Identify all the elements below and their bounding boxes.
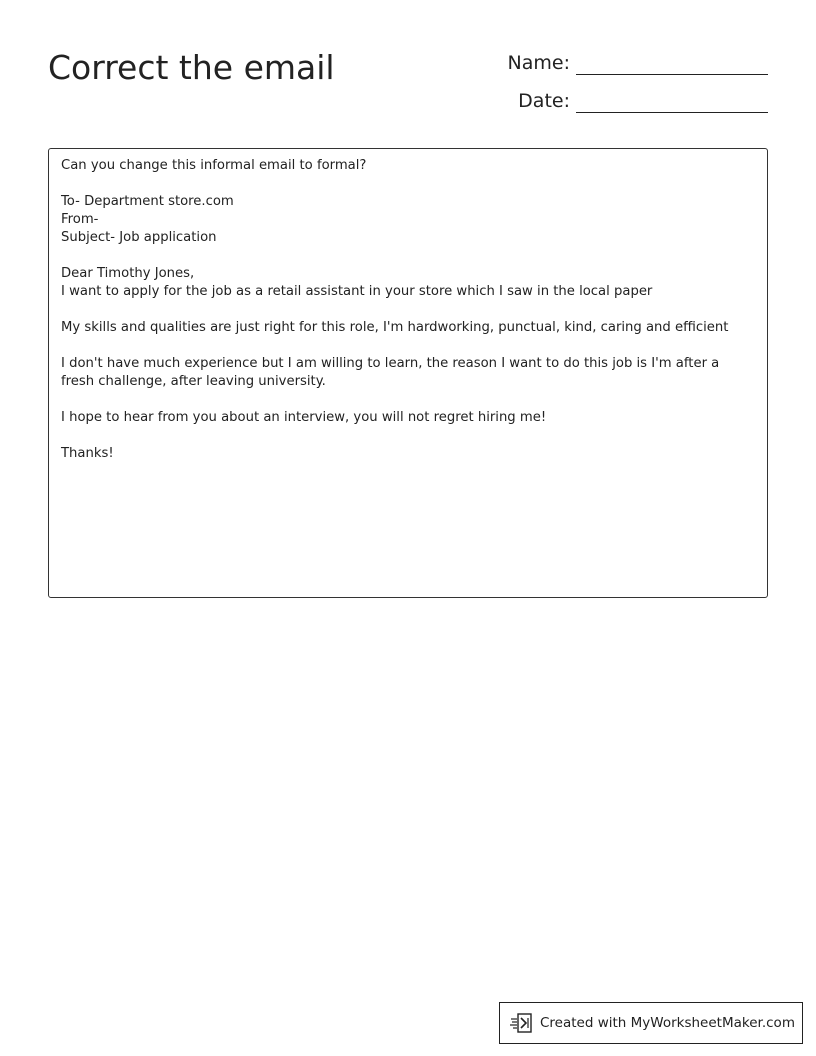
email-to: To- Department store.com xyxy=(61,194,234,209)
email-paragraph-2: My skills and qualities are just right for this role, I'm hardworking, punctual, kind, caring and efficient xyxy=(61,320,729,335)
spacer xyxy=(61,301,755,319)
name-field xyxy=(500,50,768,76)
spacer xyxy=(61,175,755,193)
email-from: From- xyxy=(61,212,99,227)
email-paragraph-3: I don't have much experience but I am willing to learn, the reason I want to do this job is I'm after a fresh challenge, after leaving university. xyxy=(61,356,720,389)
spacer xyxy=(61,337,755,355)
footer-credit-badge xyxy=(499,1002,803,1044)
email-paragraph-4: I hope to hear from you about an interview, you will not regret hiring me! xyxy=(61,410,547,425)
instruction-text: Can you change this informal email to formal? xyxy=(61,158,367,173)
spacer xyxy=(61,391,755,409)
spacer xyxy=(61,427,755,445)
email-box xyxy=(48,148,768,598)
date-line xyxy=(576,111,768,113)
email-closing: Thanks! xyxy=(61,446,114,461)
email-subject: Subject- Job application xyxy=(61,230,217,245)
email-paragraph-1: I want to apply for the job as a retail assistant in your store which I saw in the local paper xyxy=(61,284,653,299)
worksheet-maker-logo-icon xyxy=(510,1011,534,1035)
page-title: Correct the email xyxy=(48,48,335,87)
name-line xyxy=(576,73,768,75)
email-greeting: Dear Timothy Jones, xyxy=(61,266,195,281)
date-field xyxy=(500,88,768,114)
name-label: Name: xyxy=(507,52,570,74)
footer-credit-text: Created with MyWorksheetMaker.com xyxy=(540,1015,795,1031)
date-label: Date: xyxy=(518,90,570,112)
spacer xyxy=(61,247,755,265)
